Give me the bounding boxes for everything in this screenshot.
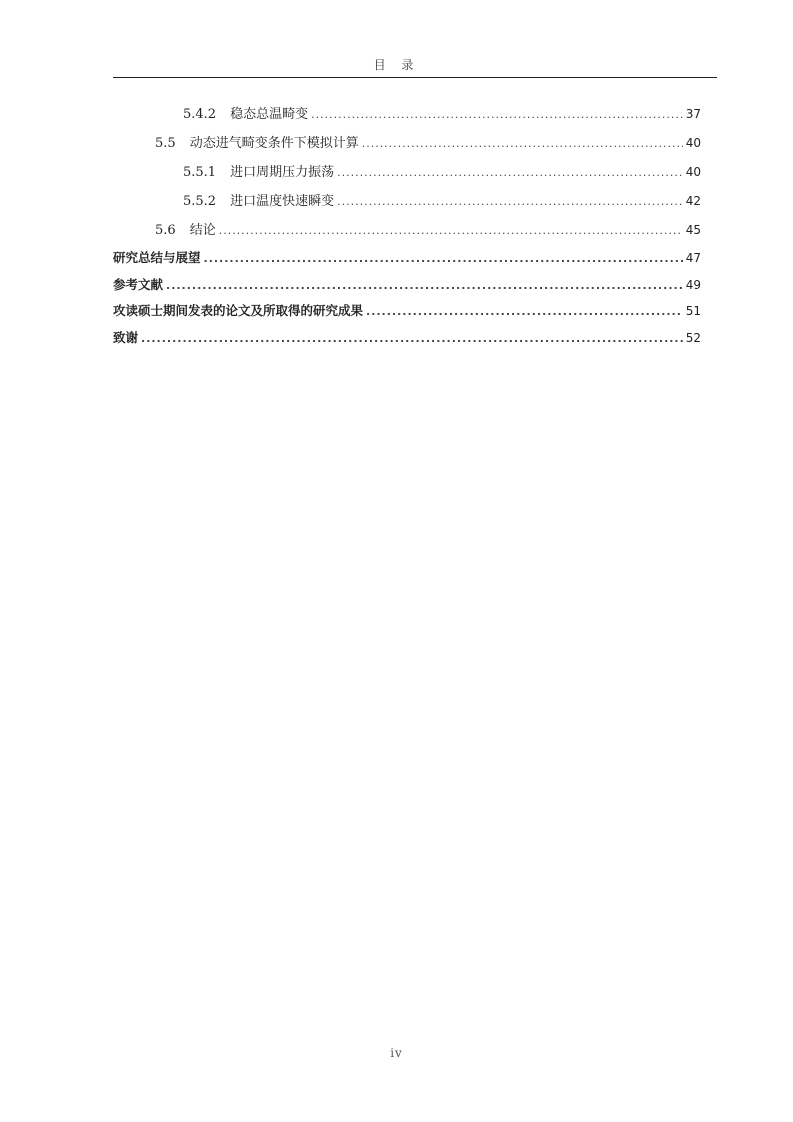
- toc-leader-dots: [337, 187, 683, 216]
- toc-entry[interactable]: [113, 187, 701, 216]
- toc-entry-number: 5.5.2: [183, 194, 217, 209]
- toc-entry-title: 致谢: [113, 329, 139, 345]
- toc-entry-number: 5.5.1: [183, 165, 217, 180]
- toc-entry[interactable]: [113, 245, 701, 272]
- page-number: iv: [390, 1046, 403, 1060]
- toc-entry[interactable]: [113, 298, 701, 325]
- toc-leader-dots: [141, 326, 683, 353]
- toc-entry[interactable]: [113, 272, 701, 299]
- toc-entry-page: 47: [685, 251, 701, 265]
- toc-entry-page: 40: [685, 165, 701, 179]
- toc-entry-title: 稳态总温畸变: [230, 107, 309, 122]
- table-of-contents: [113, 100, 701, 351]
- toc-entry-number: 5.5: [155, 136, 176, 151]
- toc-leader-dots: [337, 158, 683, 187]
- toc-leader-dots: [204, 246, 683, 273]
- toc-entry[interactable]: [113, 216, 701, 245]
- toc-entry-page: 42: [685, 194, 701, 208]
- toc-entry-title: 进口温度快速瞬变: [230, 194, 335, 209]
- toc-leader-dots: [219, 216, 683, 245]
- toc-entry-page: 40: [685, 136, 701, 150]
- toc-entry-page: 37: [685, 107, 701, 121]
- toc-leader-dots: [362, 129, 683, 158]
- toc-leader-dots: [366, 299, 683, 326]
- toc-entry-page: 51: [685, 304, 701, 318]
- header-divider: [113, 77, 717, 78]
- toc-entry-title: 结论: [189, 223, 216, 238]
- toc-entry[interactable]: [113, 129, 701, 158]
- toc-entry[interactable]: [113, 100, 701, 129]
- toc-entry-title: 进口周期压力振荡: [230, 165, 335, 180]
- toc-entry-page: 52: [685, 330, 701, 345]
- page-header-title: 目 录: [373, 58, 420, 72]
- toc-leader-dots: [311, 100, 683, 129]
- toc-entry-page: 45: [685, 223, 701, 237]
- toc-entry-number: 5.6: [155, 223, 176, 238]
- toc-entry-title: 攻读硕士期间发表的论文及所取得的研究成果: [113, 303, 364, 318]
- toc-entry-title: 研究总结与展望: [113, 250, 201, 265]
- toc-entry-page: 49: [685, 277, 701, 292]
- toc-entry-title: 动态进气畸变条件下模拟计算: [189, 136, 359, 151]
- toc-leader-dots: [166, 273, 683, 300]
- toc-entry-title: 参考文献: [113, 276, 164, 292]
- toc-entry[interactable]: [113, 158, 701, 187]
- toc-entry[interactable]: [113, 325, 701, 352]
- toc-entry-number: 5.4.2: [183, 107, 217, 122]
